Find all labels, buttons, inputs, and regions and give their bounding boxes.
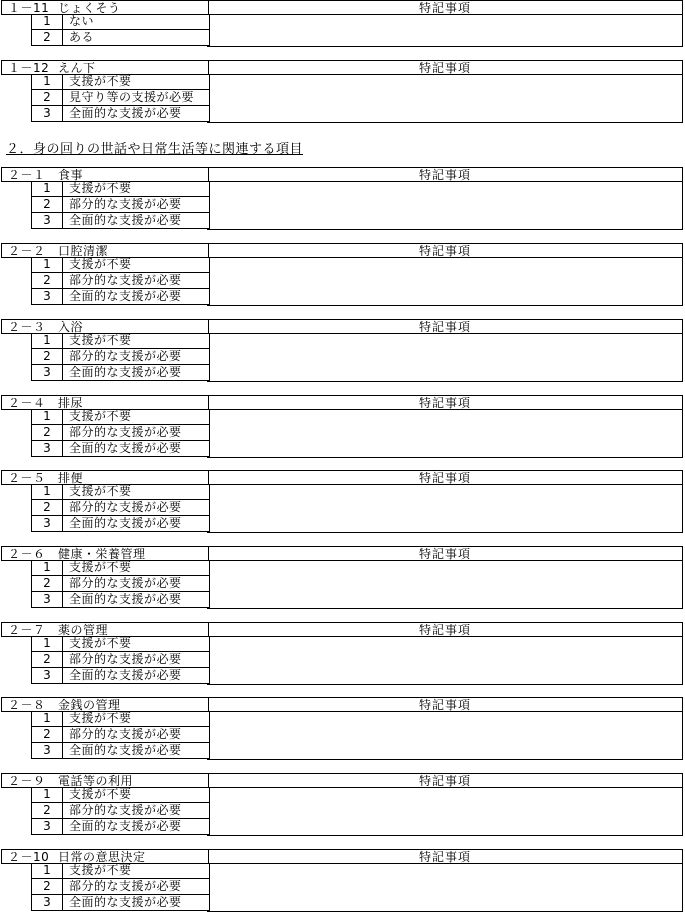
item-code: ２－10: [8, 850, 50, 864]
option-label: 支援が不要: [69, 560, 132, 574]
item-title: [8, 623, 108, 637]
special-notes-field[interactable]: [207, 560, 683, 609]
option-label: 部分的な支援が必要: [69, 273, 182, 287]
special-notes-field[interactable]: [207, 636, 683, 685]
option-row-3[interactable]: [32, 895, 209, 911]
option-number: 1: [32, 711, 63, 726]
option-row-2[interactable]: [32, 90, 209, 106]
option-label: 部分的な支援が必要: [69, 349, 182, 363]
item-title: [8, 1, 121, 15]
option-row-3[interactable]: [32, 743, 209, 759]
special-notes-field[interactable]: [207, 14, 683, 47]
option-label: 支援が不要: [69, 181, 132, 195]
item-code: ２－６: [8, 547, 46, 561]
item-header-row: [1, 395, 683, 410]
option-label: 支援が不要: [69, 787, 132, 801]
special-notes-label: 特記事項: [418, 396, 471, 410]
special-notes-label: 特記事項: [418, 623, 471, 637]
special-notes-field[interactable]: [207, 333, 683, 382]
item-name: 日常の意思決定: [58, 850, 146, 864]
item-header-row: [1, 622, 683, 637]
special-notes-field[interactable]: [207, 74, 683, 123]
option-row-1[interactable]: [32, 863, 209, 879]
option-label: 全面的な支援が必要: [69, 441, 182, 455]
option-number: 3: [32, 743, 63, 758]
item-header-row: [1, 849, 683, 864]
option-label: 支援が不要: [69, 333, 132, 347]
option-list: [31, 14, 210, 46]
special-notes-field[interactable]: [207, 863, 683, 912]
option-row-2[interactable]: [32, 273, 209, 289]
option-number: 2: [32, 500, 63, 515]
option-row-1[interactable]: [32, 74, 209, 90]
item-name: 金銭の管理: [58, 698, 121, 712]
option-label: 支援が不要: [69, 409, 132, 423]
option-label: 見守り等の支援が必要: [69, 90, 195, 104]
option-row-1[interactable]: [32, 484, 209, 500]
option-label: 部分的な支援が必要: [69, 500, 182, 514]
option-number: 2: [32, 197, 63, 212]
item-name: 入浴: [58, 320, 84, 334]
option-label: 全面的な支援が必要: [69, 592, 182, 606]
option-number: 3: [32, 289, 63, 304]
item-header-row: [1, 697, 683, 712]
item-header-row: [1, 470, 683, 485]
special-notes-field[interactable]: [207, 181, 683, 230]
option-number: 3: [32, 592, 63, 607]
special-notes-field[interactable]: [207, 484, 683, 533]
option-number: 2: [32, 727, 63, 742]
option-list: [31, 560, 210, 608]
option-number: 2: [32, 30, 63, 45]
option-row-1[interactable]: [32, 787, 209, 803]
option-label: 全面的な支援が必要: [69, 668, 182, 682]
option-list: [31, 863, 210, 911]
special-notes-label: 特記事項: [418, 547, 471, 561]
option-number: 3: [32, 365, 63, 380]
option-label: 部分的な支援が必要: [69, 425, 182, 439]
option-number: 1: [32, 787, 63, 802]
special-notes-label: 特記事項: [418, 774, 471, 788]
option-row-3[interactable]: [32, 819, 209, 835]
special-notes-label: 特記事項: [418, 168, 471, 182]
option-list: [31, 787, 210, 835]
option-row-1[interactable]: [32, 257, 209, 273]
option-label: 全面的な支援が必要: [69, 213, 182, 227]
option-label: ある: [69, 30, 95, 44]
option-label: ない: [69, 14, 95, 28]
special-notes-field[interactable]: [207, 257, 683, 306]
item-name: 健康・栄養管理: [58, 547, 146, 561]
option-number: 1: [32, 409, 63, 424]
item-code: １－12: [8, 61, 50, 75]
special-notes-label: 特記事項: [418, 320, 471, 334]
item-title: [8, 61, 96, 75]
option-label: 部分的な支援が必要: [69, 803, 182, 817]
option-list: [31, 257, 210, 305]
special-notes-label: 特記事項: [418, 850, 471, 864]
option-label: 全面的な支援が必要: [69, 289, 182, 303]
special-notes-label: 特記事項: [418, 698, 471, 712]
option-row-3[interactable]: [32, 668, 209, 684]
option-row-3[interactable]: [32, 516, 209, 532]
option-label: 全面的な支援が必要: [69, 516, 182, 530]
option-number: 1: [32, 74, 63, 89]
option-row-3[interactable]: [32, 441, 209, 457]
special-notes-field[interactable]: [207, 787, 683, 836]
option-label: 部分的な支援が必要: [69, 652, 182, 666]
option-number: 2: [32, 273, 63, 288]
option-row-1[interactable]: [32, 181, 209, 197]
item-code: ２－９: [8, 774, 46, 788]
option-row-1[interactable]: [32, 409, 209, 425]
item-title: [8, 698, 121, 712]
item-header-row: [1, 60, 683, 75]
option-number: 3: [32, 668, 63, 683]
item-header-row: [1, 773, 683, 788]
option-number: 2: [32, 879, 63, 894]
item-title: [8, 850, 146, 864]
item-title: [8, 471, 83, 485]
option-row-1[interactable]: [32, 560, 209, 576]
item-name: 排尿: [58, 396, 84, 410]
option-row-3[interactable]: [32, 106, 209, 122]
item-name: 口腔清潔: [58, 244, 109, 258]
option-row-2[interactable]: [32, 803, 209, 819]
option-number: 3: [32, 516, 63, 531]
option-list: [31, 74, 210, 122]
option-row-2[interactable]: [32, 425, 209, 441]
item-code: ２－１: [8, 168, 46, 182]
item-code: １－11: [8, 1, 50, 15]
option-number: 1: [32, 257, 63, 272]
option-row-2[interactable]: [32, 727, 209, 743]
option-list: [31, 333, 210, 381]
option-number: 1: [32, 181, 63, 196]
option-label: 全面的な支援が必要: [69, 365, 182, 379]
item-header-row: [1, 0, 683, 15]
option-row-1[interactable]: [32, 636, 209, 652]
option-label: 支援が不要: [69, 863, 132, 877]
option-row-2[interactable]: [32, 576, 209, 592]
option-number: 3: [32, 441, 63, 456]
option-number: 2: [32, 803, 63, 818]
option-number: 3: [32, 895, 63, 910]
option-label: 全面的な支援が必要: [69, 895, 182, 909]
option-number: 2: [32, 652, 63, 667]
option-label: 部分的な支援が必要: [69, 576, 182, 590]
item-name: 電話等の利用: [58, 774, 134, 788]
option-number: 1: [32, 484, 63, 499]
option-row-2[interactable]: [32, 197, 209, 213]
item-name: 排便: [58, 471, 84, 485]
option-label: 部分的な支援が必要: [69, 727, 182, 741]
option-number: 2: [32, 90, 63, 105]
option-label: 全面的な支援が必要: [69, 106, 182, 120]
option-list: [31, 711, 210, 759]
option-row-2[interactable]: [32, 349, 209, 365]
item-code: ２－３: [8, 320, 46, 334]
option-label: 支援が不要: [69, 257, 132, 271]
option-row-1[interactable]: [32, 333, 209, 349]
option-label: 部分的な支援が必要: [69, 197, 182, 211]
item-header-row: [1, 243, 683, 258]
option-label: 支援が不要: [69, 636, 132, 650]
option-row-2[interactable]: [32, 500, 209, 516]
option-number: 3: [32, 213, 63, 228]
option-row-2[interactable]: [32, 879, 209, 895]
option-number: 2: [32, 349, 63, 364]
option-label: 全面的な支援が必要: [69, 819, 182, 833]
option-row-3[interactable]: [32, 289, 209, 305]
option-label: 支援が不要: [69, 711, 132, 725]
option-row-1[interactable]: [32, 711, 209, 727]
special-notes-field[interactable]: [207, 409, 683, 458]
item-title: [8, 244, 108, 258]
option-number: 1: [32, 14, 63, 29]
option-row-1[interactable]: [32, 14, 209, 30]
option-number: 2: [32, 576, 63, 591]
item-code: ２－７: [8, 623, 46, 637]
item-title: [8, 168, 83, 182]
option-row-2[interactable]: [32, 652, 209, 668]
item-title: [8, 774, 133, 788]
option-row-3[interactable]: [32, 592, 209, 608]
section-2-heading: ２．身の回りの世話や日常生活等に関連する項目: [6, 142, 304, 157]
special-notes-label: 特記事項: [418, 471, 471, 485]
option-number: 1: [32, 636, 63, 651]
item-header-row: [1, 167, 683, 182]
item-title: [8, 396, 83, 410]
item-title: [8, 320, 83, 334]
special-notes-label: 特記事項: [418, 1, 471, 15]
item-header-row: [1, 546, 683, 561]
item-name: えん下: [58, 61, 96, 75]
option-list: [31, 636, 210, 684]
option-label: 部分的な支援が必要: [69, 879, 182, 893]
option-label: 全面的な支援が必要: [69, 743, 182, 757]
option-number: 1: [32, 560, 63, 575]
item-name: 薬の管理: [58, 623, 109, 637]
option-label: 支援が不要: [69, 484, 132, 498]
option-label: 支援が不要: [69, 74, 132, 88]
option-list: [31, 409, 210, 457]
option-number: 3: [32, 819, 63, 834]
special-notes-label: 特記事項: [418, 244, 471, 258]
option-row-3[interactable]: [32, 213, 209, 229]
item-title: [8, 547, 146, 561]
item-name: 食事: [58, 168, 84, 182]
item-code: ２－８: [8, 698, 46, 712]
special-notes-label: 特記事項: [418, 61, 471, 75]
item-code: ２－２: [8, 244, 46, 258]
option-list: [31, 181, 210, 229]
item-code: ２－４: [8, 396, 46, 410]
item-name: じょくそう: [58, 1, 121, 15]
option-list: [31, 484, 210, 532]
special-notes-field[interactable]: [207, 711, 683, 760]
option-number: 3: [32, 106, 63, 121]
option-row-2[interactable]: [32, 30, 209, 46]
item-code: ２－５: [8, 471, 46, 485]
option-row-3[interactable]: [32, 365, 209, 381]
item-header-row: [1, 319, 683, 334]
option-number: 1: [32, 333, 63, 348]
option-number: 1: [32, 863, 63, 878]
option-number: 2: [32, 425, 63, 440]
